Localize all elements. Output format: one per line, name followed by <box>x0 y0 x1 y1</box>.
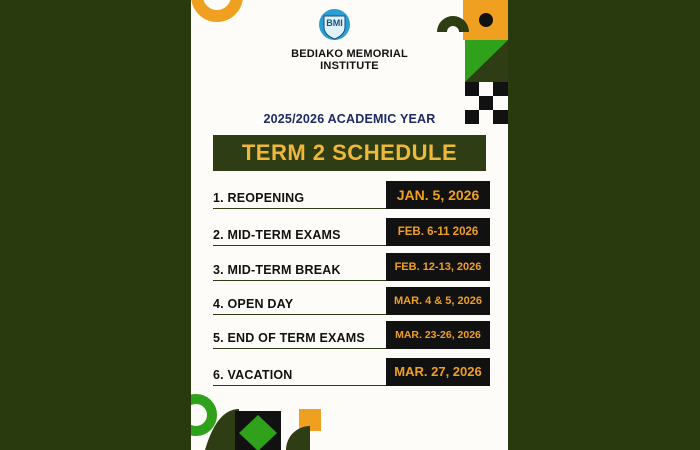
academic-year: 2025/2026 ACADEMIC YEAR <box>263 112 436 126</box>
schedule-row-end-of-term-exams <box>213 321 490 349</box>
schedule-row-vacation <box>213 358 490 386</box>
schedule-poster <box>191 0 508 450</box>
event-label: 3. MID-TERM BREAK <box>213 263 341 277</box>
school-name-line2: INSTITUTE <box>320 60 379 72</box>
event-label: 2. MID-TERM EXAMS <box>213 228 341 242</box>
row-underline <box>213 314 388 316</box>
logo-text: BMI <box>326 18 343 28</box>
title-banner <box>213 135 486 171</box>
event-date: JAN. 5, 2026 <box>386 181 490 209</box>
schedule-row-open-day <box>213 287 490 315</box>
event-label: 4. OPEN DAY <box>213 297 294 311</box>
event-date: FEB. 12-13, 2026 <box>386 253 490 281</box>
row-underline <box>213 208 388 210</box>
event-date: FEB. 6-11 2026 <box>386 218 490 246</box>
schedule-row-mid-term-break <box>213 253 490 281</box>
schedule-row-mid-term-exams <box>213 218 490 246</box>
event-date: MAR. 27, 2026 <box>386 358 490 386</box>
event-date: MAR. 23-26, 2026 <box>386 321 490 349</box>
schedule-row-reopening <box>213 181 490 209</box>
school-name <box>191 48 508 72</box>
row-underline <box>213 280 388 282</box>
event-label: 6. VACATION <box>213 368 293 382</box>
row-underline <box>213 348 388 350</box>
event-label: 5. END OF TERM EXAMS <box>213 331 365 345</box>
event-label: 1. REOPENING <box>213 191 305 205</box>
orange-ring-decoration <box>191 0 251 30</box>
row-underline <box>213 245 388 247</box>
event-date: MAR. 4 & 5, 2026 <box>386 287 490 315</box>
geometric-decoration-bottom <box>191 385 508 450</box>
schedule-title: TERM 2 SCHEDULE <box>241 140 458 165</box>
school-name-line1: BEDIAKO MEMORIAL <box>291 48 408 60</box>
